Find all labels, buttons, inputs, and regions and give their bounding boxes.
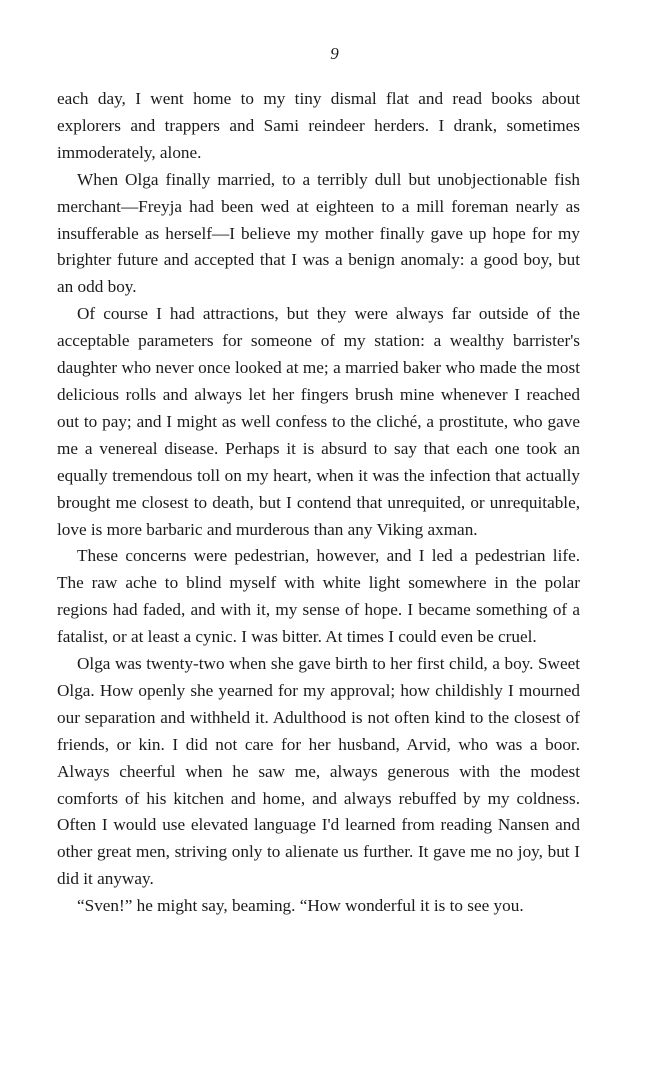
paragraph-sven-greeting: “Sven!” he might say, beaming. “How wonderful it is to see you. [77,896,524,916]
paragraph-pedestrian-life: These concerns were pedestrian, however, and I led a pedestrian life. The raw ache to blind myself with white light somewhere in the polar regions had faded, and with it, my sense of hope. I became something of a fatalist, or at least a cynic. I was bitter. At times I could even be cruel. [57,546,580,647]
body-text [57,86,580,920]
paragraph-continued: each day, I went home to my tiny dismal flat and read books about explorers and trappers and Sami reindeer herders. I drank, sometimes immoderately, alone. [57,89,580,162]
page-number: 9 [330,44,339,63]
paragraph-olga-married: When Olga finally married, to a terribly dull but unobjectionable fish merchant—Freyja had been wed at eighteen to a mill foreman nearly as insufferable as herself—I believe my mother finally gave up hope for my brighter future and accepted that I was a benign anomaly: a good boy, but an odd boy. [57,169,580,297]
paragraph-olga-child: Olga was twenty-two when she gave birth to her first child, a boy. Sweet Olga. How openly she yearned for my approval; how childishly I mourned our separation and withheld it. Adulthood is not often kind to the closest of friends, or kin. I did not care for her husband, Arvid, who was a boor. Always cheerful when he saw me, always generous with the modest comforts of his kitchen and home, and always rebuffed by my coldness. Often I would use elevated language I'd learned from reading Nansen and other great men, striving only to alienate us further. It gave me no joy, but I did it anyway. [57,654,580,889]
paragraph-attractions: Of course I had attractions, but they were always far outside of the acceptable parameters for someone of my station: a wealthy barrister's daughter who never once looked at me; a married baker who made the most delicious rolls and always let her fingers brush mine whenever I reached out to pay; and I might as well confess to the cliché, a prostitute, who gave me a venereal disease. Perhaps it is absurd to say that each one took an equally tremendous toll on my heart, when it was the infection that actually brought me closest to death, but I contend that unrequited, or unrequitable, love is more barbaric and murderous than any Viking axman. [57,304,580,539]
